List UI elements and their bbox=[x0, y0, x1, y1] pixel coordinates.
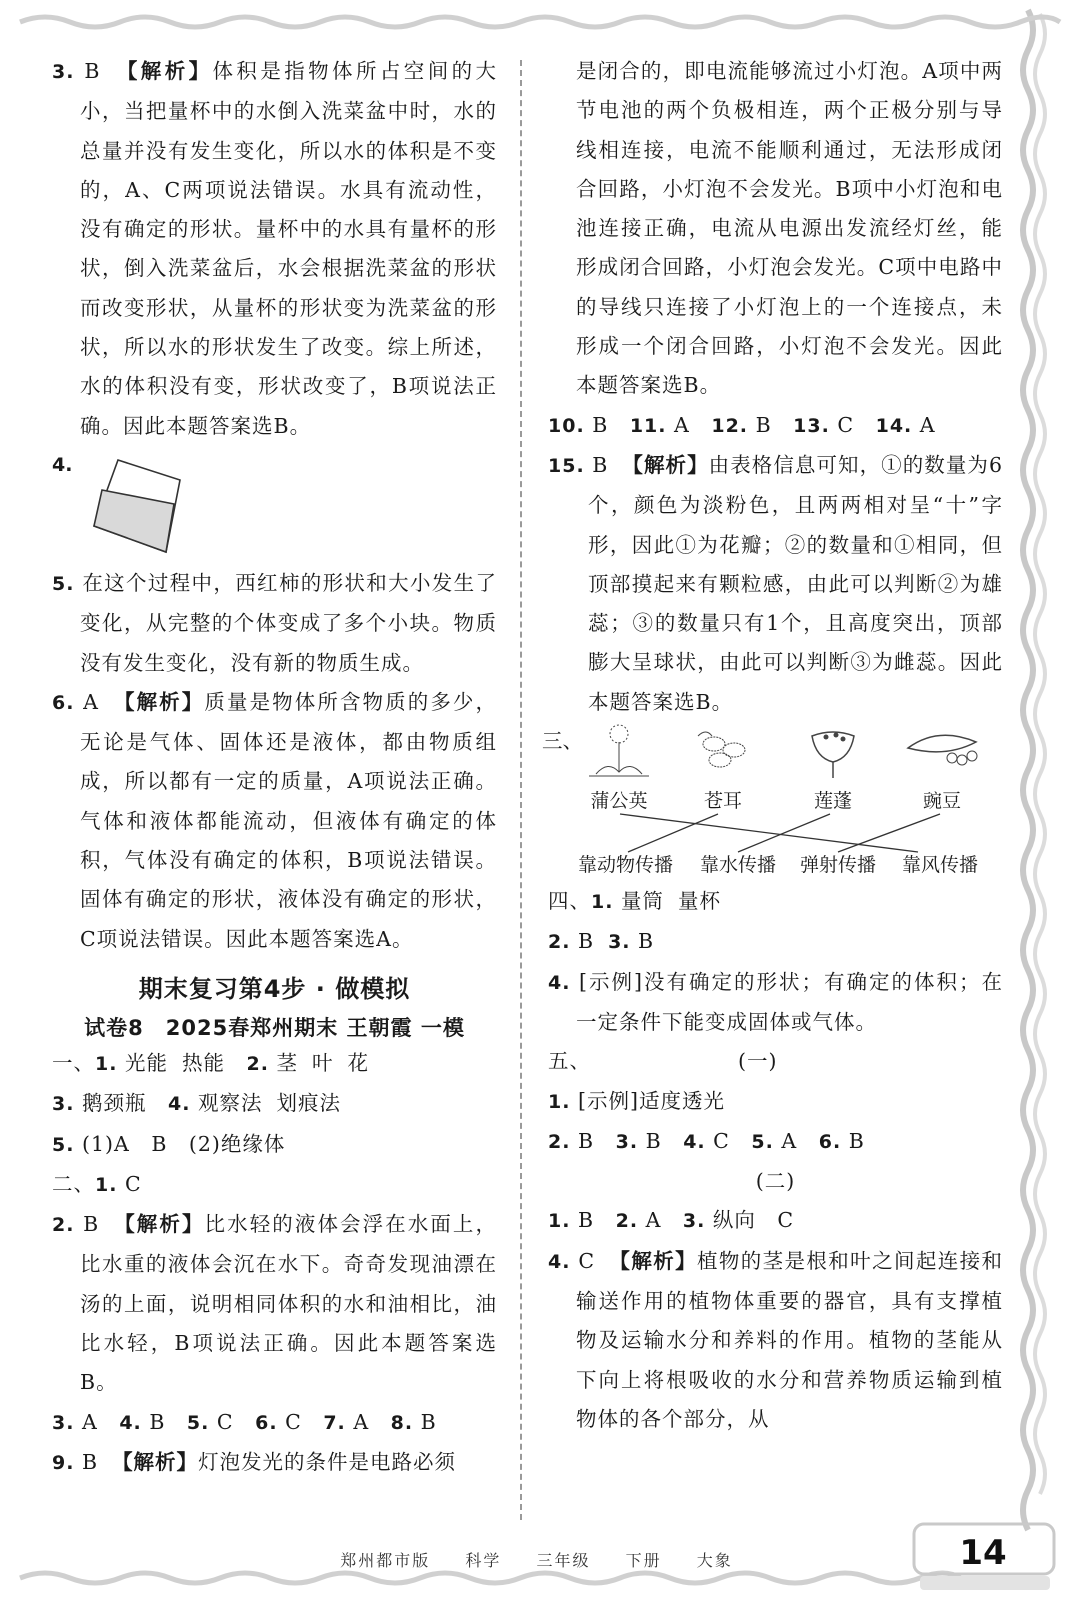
section-2-row1 bbox=[52, 1165, 497, 1205]
answer-text: [示例]适度透光 bbox=[577, 1088, 725, 1113]
section-4-row2 bbox=[548, 922, 1003, 962]
question-number: 5. bbox=[52, 1133, 75, 1156]
answer-text: 在这个过程中，西红柿的形状和大小发生了变化，从完整的个体变成了多个小块。物质没有发生变化，没有新的物质生成。 bbox=[80, 570, 497, 675]
section-5b-q4 bbox=[548, 1242, 1003, 1439]
answer-choice: A bbox=[353, 1409, 370, 1434]
plant-label: 蒲公英 bbox=[590, 790, 648, 813]
question-number: 2. bbox=[615, 1210, 639, 1233]
seed-dispersal-matching bbox=[542, 722, 1003, 882]
footer-edition: 郑州都市版 bbox=[340, 1551, 431, 1570]
question-number: 5. bbox=[52, 572, 75, 595]
analysis-text: 由表格信息可知，①的数量为6个，颜色为淡粉色，且两两相对呈“十”字形，因此①为花瓣；②的数量和①相同，但顶部摸起来有颗粒感，由此可以判断②为雄蕊；③的数量只有1个，且高度突出，顶部膨大呈球状，由此可以判断③为雌蕊。因此本题答案选B。 bbox=[588, 452, 1003, 714]
answer-item bbox=[793, 413, 854, 437]
section-2-row3 bbox=[52, 1403, 497, 1443]
plant-label: 豌豆 bbox=[922, 790, 961, 813]
answers-10-14 bbox=[548, 406, 1003, 446]
cocklebur-icon bbox=[688, 722, 758, 780]
question-number: 3. bbox=[52, 61, 75, 83]
answer-q3 bbox=[52, 52, 497, 446]
question-number: 1. bbox=[548, 1210, 571, 1233]
answer-item bbox=[683, 1129, 730, 1153]
question-number: 4. bbox=[683, 1130, 706, 1153]
section-label: 五、 bbox=[548, 1049, 591, 1074]
answer-item bbox=[187, 1410, 234, 1434]
answer-q6 bbox=[52, 683, 497, 959]
answer-choice: B bbox=[592, 412, 609, 437]
question-number: 13. bbox=[793, 414, 830, 437]
dandelion-icon bbox=[584, 722, 654, 780]
analysis-tag: 【解析】 bbox=[609, 1248, 697, 1273]
plant-label: 莲蓬 bbox=[813, 790, 852, 813]
section-5-heading bbox=[548, 1042, 1003, 1081]
answer-text: 叶 bbox=[312, 1050, 334, 1075]
answer-choice: A bbox=[83, 689, 99, 714]
analysis-text: 质量是物体所含物质的多少，无论是气体、固体还是液体，都由物质组成，所以都有一定的质量，A项说法正确。气体和液体都能流动，但液体有确定的体积，气体没有确定的体积，B项说法错误。固体有确定的形状，液体没有确定的形状，C项说法错误。因此本题答案选A。 bbox=[80, 689, 498, 951]
answer-choice: A bbox=[645, 1208, 662, 1233]
question-number: 6. bbox=[52, 691, 75, 714]
answer-choice: 纵向 C bbox=[712, 1208, 795, 1233]
plant-lotus-pod bbox=[788, 722, 878, 813]
answer-item bbox=[391, 1410, 437, 1434]
answer-choice: B bbox=[848, 1128, 865, 1153]
answer-item bbox=[548, 1129, 594, 1153]
way-label: 靠风传播 bbox=[902, 854, 979, 877]
question-number: 3. bbox=[608, 931, 631, 954]
question-number: 5. bbox=[186, 1411, 210, 1434]
answer-item bbox=[548, 413, 608, 437]
plant-cocklebur bbox=[678, 722, 768, 813]
analysis-tag: 【解析】 bbox=[113, 1212, 205, 1237]
section-5b-row1 bbox=[548, 1201, 1003, 1241]
footer-volume: 下册 bbox=[625, 1551, 662, 1570]
question-number: 2. bbox=[548, 931, 571, 954]
answer-text: 量杯 bbox=[677, 889, 721, 914]
answer-choice: C bbox=[124, 1171, 142, 1196]
answer-item bbox=[876, 413, 936, 437]
answer-choice: C bbox=[713, 1128, 730, 1153]
answer-item bbox=[52, 1410, 98, 1434]
answer-text: 茎 bbox=[276, 1050, 298, 1075]
section-5-row2 bbox=[548, 1122, 1003, 1162]
analysis-tag: 【解析】 bbox=[622, 452, 709, 477]
footer-grade: 三年级 bbox=[536, 1551, 591, 1570]
question-number: 4. bbox=[52, 453, 73, 476]
section-1-row2 bbox=[52, 1084, 497, 1124]
question-number: 1. bbox=[548, 1090, 571, 1113]
answer-choice: B bbox=[83, 1212, 100, 1237]
answer-item bbox=[683, 1208, 794, 1232]
analysis-tag: 【解析】 bbox=[112, 1449, 199, 1474]
plant-label: 苍耳 bbox=[703, 790, 742, 813]
step-title: 期末复习第4步 · 做模拟 bbox=[138, 974, 411, 1003]
answer-choice: B bbox=[577, 929, 595, 954]
column-divider bbox=[520, 60, 522, 1520]
answer-text: 光能 bbox=[124, 1050, 168, 1075]
plant-dandelion bbox=[574, 722, 664, 813]
answer-text: 花 bbox=[347, 1050, 369, 1075]
answer-choice: B bbox=[577, 1208, 595, 1233]
question-number: 2. bbox=[52, 1214, 75, 1237]
question-number: 6. bbox=[255, 1411, 278, 1434]
answer-q5 bbox=[52, 564, 497, 683]
section-label: 一、 bbox=[52, 1050, 95, 1075]
cup-water-sketch bbox=[74, 458, 184, 558]
answer-choice: B bbox=[420, 1409, 437, 1434]
question-number: 15. bbox=[548, 454, 585, 477]
question-number: 4. bbox=[119, 1411, 142, 1434]
answer-text: 划痕法 bbox=[276, 1091, 341, 1116]
answer-choice: A bbox=[674, 412, 690, 437]
question-number: 12. bbox=[711, 414, 749, 437]
question-number: 1. bbox=[591, 891, 614, 914]
answer-choice: A bbox=[919, 412, 936, 437]
answer-choice: A bbox=[781, 1128, 798, 1153]
question-number: 3. bbox=[52, 1411, 75, 1434]
answer-text: 量筒 bbox=[620, 889, 664, 914]
answer-q15 bbox=[548, 446, 1003, 722]
answer-choice: C bbox=[578, 1248, 596, 1273]
page-number: 14 bbox=[959, 1533, 1007, 1573]
question-number: 14. bbox=[875, 414, 913, 437]
question-number: 5. bbox=[751, 1130, 774, 1153]
answer-text: 热能 bbox=[181, 1050, 225, 1075]
analysis-text: 植物的茎是根和叶之间起连接和输送作用的植物体重要的器官，具有支撑植物及运输水分和养料的作用。植物的茎能从下向上将根吸收的水分和营养物质运输到植物体的各个部分，从 bbox=[576, 1248, 1003, 1431]
answer-choice: A bbox=[81, 1409, 98, 1434]
section-4-row1 bbox=[548, 882, 1003, 922]
question-number: 2. bbox=[246, 1052, 269, 1075]
answer-choice: B bbox=[755, 412, 772, 437]
answer-choice: B bbox=[84, 59, 101, 83]
right-column bbox=[542, 52, 1003, 1439]
answer-item bbox=[819, 1129, 865, 1153]
section-5-q1 bbox=[548, 1082, 1003, 1122]
answer-choice: B bbox=[638, 929, 655, 954]
answer-item bbox=[616, 1208, 662, 1232]
answer-item bbox=[751, 1129, 797, 1153]
footer-brand: 大象 bbox=[696, 1551, 733, 1570]
answer-item bbox=[616, 1129, 662, 1153]
way-label: 靠动物传播 bbox=[578, 854, 674, 877]
section-1-row3 bbox=[52, 1125, 497, 1165]
pea-pod-icon bbox=[902, 722, 982, 780]
answer-choice: B bbox=[149, 1409, 166, 1434]
left-column bbox=[52, 52, 497, 1483]
answer-choice: C bbox=[285, 1409, 302, 1434]
question-number: 4. bbox=[168, 1093, 191, 1116]
question-number: 3. bbox=[682, 1210, 706, 1233]
question-number: 11. bbox=[629, 414, 667, 437]
answer-choice: C bbox=[216, 1409, 234, 1434]
answer-item bbox=[255, 1410, 302, 1434]
answer-text: [示例]没有确定的形状；有确定的体积；在一定条件下能变成固体或气体。 bbox=[576, 969, 1003, 1034]
answer-item bbox=[119, 1410, 165, 1434]
analysis-text: 灯泡发光的条件是电路必须 bbox=[198, 1449, 457, 1474]
answer-text: 鹅颈瓶 bbox=[81, 1091, 147, 1116]
answer-choice: B bbox=[81, 1449, 99, 1474]
q9-continued: 是闭合的，即电流能够流过小灯泡。A项中两节电池的两个负极相连，两个正极分别与导线相连接，电流不能顺利通过，无法形成闭合回路，小灯泡不会发光。B项中小灯泡和电池连接正确，电流从电源出发流经灯丝，能形成闭合回路，小灯泡会发光。C项中电路中的导线只连接了小灯泡上的一个连接点，未形成一个闭合回路，小灯泡不会发光。因此本题答案选B。 bbox=[576, 59, 1003, 398]
plant-pea bbox=[892, 722, 992, 813]
way-label: 靠水传播 bbox=[700, 854, 777, 877]
section-2-q2 bbox=[52, 1205, 497, 1402]
section-2-q9 bbox=[52, 1443, 497, 1483]
question-number: 7. bbox=[323, 1411, 346, 1434]
way-label: 弹射传播 bbox=[800, 854, 877, 877]
analysis-text: 比水轻的液体会浮在水面上，比水重的液体会沉在水下。奇奇发现油漂在汤的上面，说明相同体积的水和油相比，油比水轻，B项说法正确。因此本题答案选B。 bbox=[80, 1212, 498, 1395]
answer-item bbox=[630, 413, 690, 437]
question-number: 1. bbox=[95, 1173, 118, 1196]
section-5-part2-heading: (二) bbox=[755, 1169, 796, 1194]
question-number: 9. bbox=[52, 1451, 75, 1474]
answer-item bbox=[548, 1208, 594, 1232]
answer-text: (1)A B (2)绝缘体 bbox=[81, 1131, 286, 1156]
analysis-text: 体积是指物体所占空间的大小，当把量杯中的水倒入洗菜盆中时，水的总量并没有发生变化，所以水的体积是不变的，A、C两项说法错误。水具有流动性，没有确定的形状。量杯中的水具有量杯的形状，倒入洗菜盆后，水会根据洗菜盆的形状而改变形状，从量杯的形状变为洗菜盆的形状，所以水的形状发生了改变。综上所述，水的体积没有变，形状改变了，B项说法正确。因此本题答案选B。 bbox=[80, 59, 498, 438]
section-label: 四、 bbox=[548, 889, 591, 914]
answer-item bbox=[711, 413, 771, 437]
section-1-row1 bbox=[52, 1044, 497, 1084]
answer-choice: B bbox=[577, 1128, 595, 1153]
lotus-pod-icon bbox=[798, 722, 868, 780]
question-number: 3. bbox=[52, 1093, 75, 1116]
answer-choice: B bbox=[645, 1128, 662, 1153]
question-number: 8. bbox=[390, 1411, 414, 1434]
analysis-tag: 【解析】 bbox=[114, 59, 213, 83]
section-4-q4 bbox=[548, 963, 1003, 1043]
question-number: 4. bbox=[548, 1250, 571, 1273]
question-number: 2. bbox=[548, 1130, 571, 1153]
part-heading: (一) bbox=[738, 1049, 778, 1074]
question-number: 4. bbox=[548, 971, 571, 994]
answer-item bbox=[323, 1410, 369, 1434]
question-number: 3. bbox=[615, 1130, 639, 1153]
answer-text: 观察法 bbox=[198, 1091, 263, 1116]
paper-title: 试卷8 2025春郑州期末 王朝霞 一模 bbox=[84, 1015, 465, 1040]
answer-choice: C bbox=[837, 412, 855, 437]
answer-q4 bbox=[52, 446, 497, 564]
question-number: 6. bbox=[818, 1130, 842, 1153]
section-label: 三、 bbox=[542, 729, 583, 754]
question-number: 10. bbox=[548, 414, 585, 437]
question-number: 1. bbox=[95, 1052, 118, 1075]
section-label: 二、 bbox=[52, 1171, 95, 1196]
analysis-tag: 【解析】 bbox=[112, 689, 205, 714]
answer-choice: B bbox=[592, 452, 609, 477]
footer-subject: 科学 bbox=[465, 1551, 502, 1570]
